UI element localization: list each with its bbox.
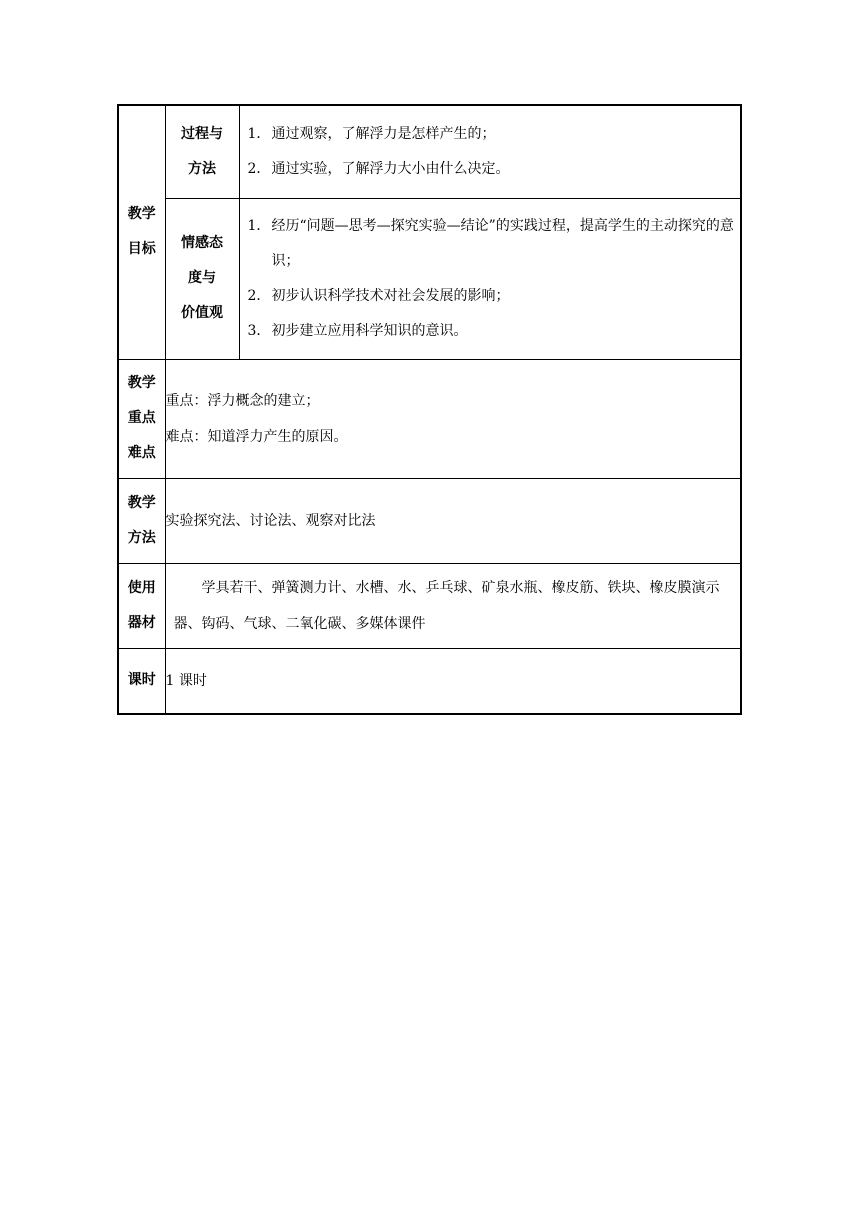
- key-points-content: [165, 359, 741, 478]
- objectives-header-line2: 目标: [127, 241, 156, 258]
- process-header-line1: 过程与: [181, 125, 223, 142]
- period-row: [118, 648, 741, 714]
- objectives-header-line1: 教学: [127, 206, 156, 223]
- objectives-process-row: [118, 105, 741, 198]
- process-methods-header: [165, 105, 239, 198]
- period-header-label: 课时: [127, 672, 156, 689]
- list-item: 2． 通过实验，了解浮力大小由什么决定。: [247, 160, 510, 177]
- methods-header: [118, 478, 165, 563]
- key-points-header-line3: 难点: [127, 445, 156, 461]
- process-methods-content: [239, 105, 741, 198]
- period-header: [118, 648, 165, 714]
- methods-row: [118, 478, 741, 563]
- key-points-row: [118, 359, 741, 478]
- key-points-header: [118, 359, 165, 478]
- methods-text: 实验探究法、讨论法、观察对比法: [165, 512, 376, 529]
- emotion-header-line3: 价值观: [181, 305, 223, 321]
- list-item: 1． 经历“问题—思考—探究实验—结论”的实践过程，提高学生的主动探究的意识；: [247, 217, 734, 269]
- methods-header-line1: 教学: [127, 494, 156, 511]
- materials-header: [118, 563, 165, 648]
- period-content: [165, 648, 741, 714]
- process-header-line2: 方法: [188, 160, 216, 177]
- period-text: 1 课时: [165, 672, 207, 689]
- emotion-values-content: [239, 198, 741, 359]
- materials-header-line1: 使用: [127, 579, 156, 596]
- materials-text: 学具若干、弹簧测力计、水槽、水、乒乓球、矿泉水瓶、橡皮筋、铁块、橡皮膜演示器、钩码、气球、二氧化碳、多媒体课件: [173, 579, 720, 632]
- materials-content: [165, 563, 741, 648]
- key-points-header-line2: 重点: [127, 410, 156, 426]
- methods-content: [165, 478, 741, 563]
- emotion-header-line1: 情感态: [181, 235, 223, 251]
- objectives-emotion-row: [118, 198, 741, 359]
- materials-header-line2: 器材: [127, 614, 156, 631]
- list-item: 2． 初步认识科学技术对社会发展的影响；: [247, 287, 510, 304]
- difficulty-text: 难点：知道浮力产生的原因。: [165, 428, 348, 445]
- emotion-values-header: [165, 198, 239, 359]
- key-points-header-line1: 教学: [127, 375, 156, 391]
- list-item: 3． 初步建立应用科学知识的意识。: [247, 322, 468, 339]
- emotion-header-line2: 度与: [188, 270, 216, 286]
- methods-header-line2: 方法: [127, 529, 156, 546]
- materials-row: [118, 563, 741, 648]
- objectives-header: [118, 105, 165, 359]
- lesson-plan-table: [117, 104, 742, 715]
- focus-text: 重点：浮力概念的建立；: [165, 392, 320, 409]
- list-item: 1． 通过观察，了解浮力是怎样产生的；: [247, 125, 496, 142]
